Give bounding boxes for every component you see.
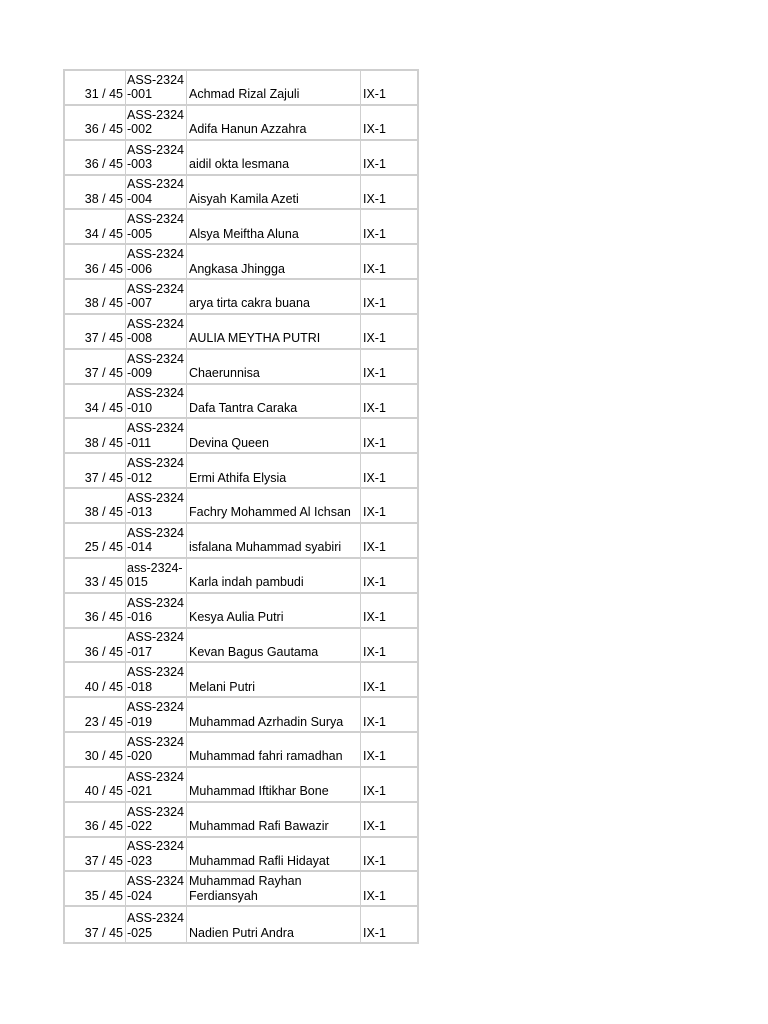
score-cell xyxy=(65,803,125,836)
class-cell-text: IX-1 xyxy=(363,925,386,940)
code-cell xyxy=(125,907,186,942)
score-cell xyxy=(65,594,125,627)
table-row xyxy=(65,454,417,489)
class-cell-text: IX-1 xyxy=(363,400,386,415)
name-cell-text: Muhammad Rayhan Ferdiansyah xyxy=(189,874,302,903)
name-cell xyxy=(186,419,360,452)
name-cell-text: Muhammad Rafli Hidayat xyxy=(189,853,330,868)
name-cell-text: Devina Queen xyxy=(189,435,269,450)
name-cell xyxy=(186,106,360,139)
class-cell-text: IX-1 xyxy=(363,122,386,137)
table-row xyxy=(65,872,417,907)
score-cell-text: 40 / 45 xyxy=(84,784,123,799)
class-cell xyxy=(360,71,417,104)
score-cell-text: 30 / 45 xyxy=(84,749,123,764)
score-cell-text: 35 / 45 xyxy=(84,888,123,903)
code-cell-text: ASS-2324-009 xyxy=(127,351,184,381)
code-cell xyxy=(125,768,186,801)
class-cell-text: IX-1 xyxy=(363,888,386,903)
table-row xyxy=(65,559,417,594)
score-cell xyxy=(65,141,125,174)
name-cell xyxy=(186,385,360,418)
table-row xyxy=(65,71,417,106)
class-cell xyxy=(360,350,417,383)
code-cell-text: ASS-2324-016 xyxy=(127,595,184,624)
name-cell-text: Achmad Rizal Zajuli xyxy=(189,87,300,102)
class-cell xyxy=(360,768,417,801)
code-cell-text: ASS-2324-019 xyxy=(127,700,184,729)
class-cell-text: IX-1 xyxy=(363,87,386,102)
score-cell-text: 38 / 45 xyxy=(84,505,123,520)
score-cell-text: 38 / 45 xyxy=(84,296,123,311)
score-cell-text: 37 / 45 xyxy=(84,853,123,868)
code-cell xyxy=(125,524,186,557)
name-cell xyxy=(186,559,360,592)
name-cell-text: Ermi Athifa Elysia xyxy=(189,470,287,485)
score-cell xyxy=(65,559,125,592)
table-row xyxy=(65,594,417,629)
code-cell xyxy=(125,350,186,383)
score-cell xyxy=(65,315,125,348)
score-cell xyxy=(65,838,125,871)
code-cell xyxy=(125,106,186,139)
code-cell xyxy=(125,594,186,627)
name-cell-text: AULIA MEYTHA PUTRI xyxy=(189,331,321,346)
name-cell xyxy=(186,350,360,383)
name-cell-text: aidil okta lesmana xyxy=(189,157,290,172)
score-cell xyxy=(65,663,125,696)
class-cell xyxy=(360,454,417,487)
class-cell xyxy=(360,733,417,766)
name-cell xyxy=(186,594,360,627)
class-cell xyxy=(360,594,417,627)
score-cell xyxy=(65,419,125,452)
name-cell-text: arya tirta cakra buana xyxy=(189,296,310,311)
code-cell-text: ASS-2324-022 xyxy=(127,804,184,834)
score-cell-text: 36 / 45 xyxy=(84,122,123,137)
code-cell-text: ASS-2324-010 xyxy=(127,386,184,415)
score-cell xyxy=(65,245,125,278)
score-cell-text: 23 / 45 xyxy=(84,714,123,729)
table-row xyxy=(65,245,417,280)
class-cell-text: IX-1 xyxy=(363,226,386,241)
code-cell-text: ASS-2324-017 xyxy=(127,630,184,659)
score-cell xyxy=(65,71,125,104)
code-cell xyxy=(125,803,186,836)
name-cell-text: Muhammad Iftikhar Bone xyxy=(189,784,329,799)
code-cell-text: ASS-2324-001 xyxy=(127,72,184,102)
class-cell xyxy=(360,106,417,139)
class-cell xyxy=(360,419,417,452)
class-cell-text: IX-1 xyxy=(363,296,386,311)
code-cell xyxy=(125,141,186,174)
name-cell xyxy=(186,245,360,278)
name-cell-text: Aisyah Kamila Azeti xyxy=(189,191,299,206)
code-cell xyxy=(125,629,186,662)
code-cell-text: ASS-2324-007 xyxy=(127,281,184,311)
code-cell-text: ASS-2324-002 xyxy=(127,107,184,137)
class-cell xyxy=(360,385,417,418)
score-cell-text: 34 / 45 xyxy=(84,226,123,241)
name-cell-text: Chaerunnisa xyxy=(189,366,260,381)
class-cell xyxy=(360,280,417,313)
table-row xyxy=(65,141,417,176)
table-row xyxy=(65,768,417,803)
code-cell xyxy=(125,733,186,766)
code-cell-text: ASS-2324-021 xyxy=(127,769,184,799)
name-cell xyxy=(186,210,360,243)
score-cell-text: 37 / 45 xyxy=(84,366,123,381)
table-row xyxy=(65,489,417,524)
table-row xyxy=(65,803,417,838)
name-cell-text: Karla indah pambudi xyxy=(189,575,304,590)
name-cell xyxy=(186,872,360,905)
code-cell-text: ASS-2324-005 xyxy=(127,212,184,241)
class-cell-text: IX-1 xyxy=(363,714,386,729)
class-cell-text: IX-1 xyxy=(363,331,386,346)
class-cell-text: IX-1 xyxy=(363,540,386,555)
name-cell-text: Alsya Meiftha Aluna xyxy=(189,226,299,241)
table-row xyxy=(65,280,417,315)
table-row xyxy=(65,419,417,454)
table-row xyxy=(65,629,417,664)
table-row xyxy=(65,350,417,385)
table-row xyxy=(65,385,417,420)
score-cell xyxy=(65,350,125,383)
class-cell xyxy=(360,803,417,836)
class-cell xyxy=(360,141,417,174)
score-cell xyxy=(65,524,125,557)
score-cell xyxy=(65,280,125,313)
class-cell xyxy=(360,176,417,209)
score-cell xyxy=(65,698,125,731)
score-cell-text: 34 / 45 xyxy=(84,400,123,415)
score-cell xyxy=(65,907,125,942)
code-cell xyxy=(125,419,186,452)
table-row xyxy=(65,524,417,559)
class-cell-text: IX-1 xyxy=(363,784,386,799)
class-cell-text: IX-1 xyxy=(363,679,386,694)
score-cell-text: 36 / 45 xyxy=(84,261,123,276)
name-cell-text: Adifa Hanun Azzahra xyxy=(189,122,307,137)
name-cell-text: isfalana Muhammad syabiri xyxy=(189,540,342,555)
code-cell xyxy=(125,489,186,522)
code-cell xyxy=(125,872,186,905)
name-cell-text: Muhammad Rafi Bawazir xyxy=(189,819,329,834)
code-cell-text: ASS-2324-024 xyxy=(127,874,184,903)
class-cell-text: IX-1 xyxy=(363,644,386,659)
score-cell xyxy=(65,106,125,139)
class-cell xyxy=(360,872,417,905)
name-cell-text: Fachry Mohammed Al Ichsan xyxy=(189,505,351,520)
code-cell-text: ASS-2324-018 xyxy=(127,665,184,694)
code-cell xyxy=(125,838,186,871)
code-cell-text: ASS-2324-012 xyxy=(127,456,184,485)
code-cell xyxy=(125,245,186,278)
name-cell xyxy=(186,524,360,557)
score-cell xyxy=(65,210,125,243)
class-cell xyxy=(360,489,417,522)
code-cell xyxy=(125,176,186,209)
name-cell xyxy=(186,803,360,836)
score-cell xyxy=(65,629,125,662)
code-cell xyxy=(125,663,186,696)
table-row xyxy=(65,176,417,211)
class-cell-text: IX-1 xyxy=(363,575,386,590)
name-cell-text: Kesya Aulia Putri xyxy=(189,610,284,624)
score-cell-text: 31 / 45 xyxy=(84,87,123,102)
class-cell-text: IX-1 xyxy=(363,470,386,485)
score-cell xyxy=(65,385,125,418)
class-cell-text: IX-1 xyxy=(363,853,386,868)
name-cell-text: Kevan Bagus Gautama xyxy=(189,644,319,659)
name-cell xyxy=(186,629,360,662)
name-cell-text: Dafa Tantra Caraka xyxy=(189,400,298,415)
score-cell-text: 37 / 45 xyxy=(84,470,123,485)
code-cell xyxy=(125,559,186,592)
class-cell-text: IX-1 xyxy=(363,191,386,206)
class-cell xyxy=(360,838,417,871)
code-cell-text: ASS-2324-023 xyxy=(127,839,184,868)
class-cell xyxy=(360,524,417,557)
name-cell xyxy=(186,141,360,174)
code-cell-text: ASS-2324-013 xyxy=(127,490,184,520)
class-cell xyxy=(360,907,417,942)
code-cell-text: ASS-2324-006 xyxy=(127,247,184,276)
code-cell-text: ASS-2324-014 xyxy=(127,525,184,555)
code-cell xyxy=(125,280,186,313)
class-cell-text: IX-1 xyxy=(363,819,386,834)
table-row xyxy=(65,733,417,768)
score-cell-text: 40 / 45 xyxy=(84,679,123,694)
code-cell xyxy=(125,210,186,243)
code-cell xyxy=(125,385,186,418)
code-cell-text: ASS-2324-011 xyxy=(127,421,184,450)
class-cell-text: IX-1 xyxy=(363,435,386,450)
class-cell-text: IX-1 xyxy=(363,505,386,520)
name-cell-text: Nadien Putri Andra xyxy=(189,925,294,940)
table-row xyxy=(65,838,417,873)
name-cell xyxy=(186,838,360,871)
name-cell xyxy=(186,489,360,522)
score-cell-text: 38 / 45 xyxy=(84,191,123,206)
score-table xyxy=(63,69,419,944)
score-cell-text: 38 / 45 xyxy=(84,435,123,450)
name-cell xyxy=(186,315,360,348)
class-cell xyxy=(360,629,417,662)
table-row xyxy=(65,315,417,350)
class-cell xyxy=(360,315,417,348)
code-cell-text: ass-2324-015 xyxy=(127,560,183,590)
score-cell-text: 36 / 45 xyxy=(84,157,123,172)
score-cell xyxy=(65,454,125,487)
code-cell xyxy=(125,315,186,348)
class-cell-text: IX-1 xyxy=(363,749,386,764)
name-cell-text: Angkasa Jhingga xyxy=(189,261,285,276)
score-cell-text: 37 / 45 xyxy=(84,331,123,346)
code-cell-text: ASS-2324-003 xyxy=(127,142,184,172)
score-cell xyxy=(65,872,125,905)
code-cell-text: ASS-2324-004 xyxy=(127,177,184,206)
name-cell xyxy=(186,907,360,942)
score-cell-text: 33 / 45 xyxy=(84,575,123,590)
class-cell-text: IX-1 xyxy=(363,366,386,381)
class-cell xyxy=(360,663,417,696)
score-cell-text: 36 / 45 xyxy=(84,819,123,834)
class-cell xyxy=(360,210,417,243)
name-cell xyxy=(186,454,360,487)
class-cell xyxy=(360,698,417,731)
code-cell-text: ASS-2324-025 xyxy=(127,911,184,940)
table-row xyxy=(65,907,417,942)
class-cell-text: IX-1 xyxy=(363,261,386,276)
name-cell xyxy=(186,176,360,209)
score-cell xyxy=(65,768,125,801)
class-cell-text: IX-1 xyxy=(363,157,386,172)
name-cell-text: Melani Putri xyxy=(189,679,255,694)
code-cell xyxy=(125,454,186,487)
score-cell xyxy=(65,733,125,766)
name-cell xyxy=(186,768,360,801)
name-cell xyxy=(186,698,360,731)
table-row xyxy=(65,698,417,733)
name-cell xyxy=(186,663,360,696)
class-cell-text: IX-1 xyxy=(363,610,386,624)
score-cell xyxy=(65,489,125,522)
score-cell-text: 36 / 45 xyxy=(84,610,123,624)
table-row xyxy=(65,210,417,245)
name-cell xyxy=(186,280,360,313)
code-cell-text: ASS-2324-008 xyxy=(127,316,184,346)
score-cell-text: 37 / 45 xyxy=(84,925,123,940)
table-row xyxy=(65,663,417,698)
name-cell-text: Muhammad Azrhadin Surya xyxy=(189,714,344,729)
class-cell xyxy=(360,559,417,592)
score-cell-text: 36 / 45 xyxy=(84,644,123,659)
name-cell-text: Muhammad fahri ramadhan xyxy=(189,749,343,764)
table-row xyxy=(65,106,417,141)
name-cell xyxy=(186,71,360,104)
code-cell xyxy=(125,71,186,104)
code-cell xyxy=(125,698,186,731)
code-cell-text: ASS-2324-020 xyxy=(127,734,184,764)
score-cell xyxy=(65,176,125,209)
class-cell xyxy=(360,245,417,278)
score-cell-text: 25 / 45 xyxy=(84,540,123,555)
name-cell xyxy=(186,733,360,766)
